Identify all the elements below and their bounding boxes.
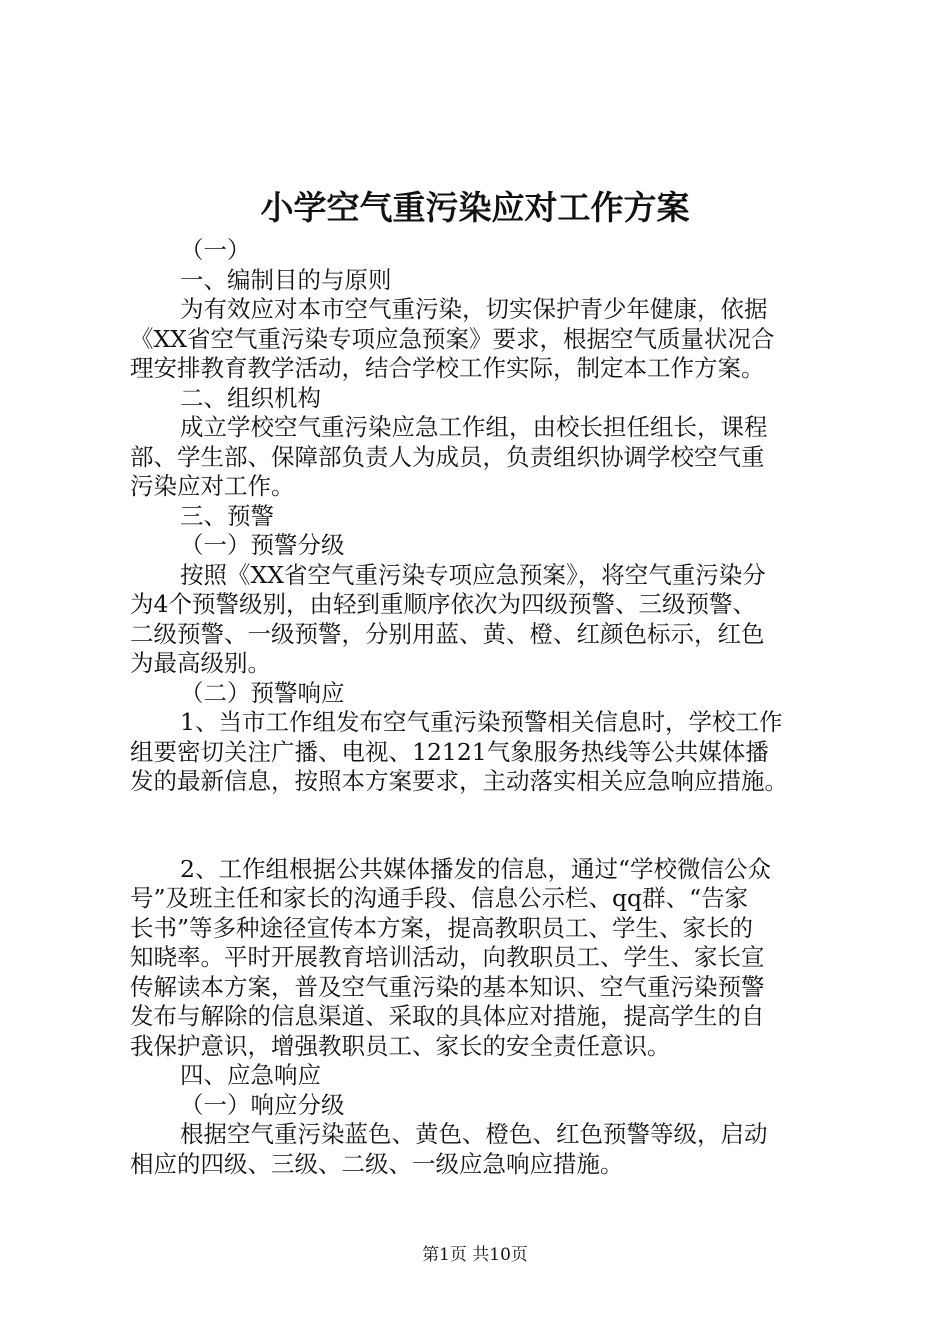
paragraph-line: 我保护意识，增强教职员工、家长的安全责任意识。 <box>130 1031 671 1060</box>
document-title: 小学空气重污染应对工作方案 <box>260 188 690 227</box>
paragraph-line: 长书”等多种途径宣传本方案，提高教职员工、学生、家长的 <box>130 913 754 942</box>
page-number: 第1页 共10页 <box>422 1245 528 1265</box>
subheading-warning-levels: （一）预警分级 <box>180 531 345 559</box>
paragraph-line: 为有效应对本市空气重污染，切实保护青少年健康，依据 <box>180 295 768 323</box>
paragraph-line: 部、学生部、保障部负责人为成员，负责组织协调学校空气重 <box>130 442 765 471</box>
paragraph-line: 为4个预警级别，由轻到重顺序依次为四级预警、三级预警、 <box>130 590 756 618</box>
paragraph-line: 根据空气重污染蓝色、黄色、橙色、红色预警等级，启动 <box>180 1120 768 1148</box>
paragraph-line: 成立学校空气重污染应急工作组，由校长担任组长，课程 <box>180 413 768 441</box>
paragraph-line: 二级预警、一级预警，分别用蓝、黄、橙、红颜色标示，红色 <box>130 619 765 648</box>
paragraph-line: 2、工作组根据公共媒体播发的信息，通过“学校微信公众 <box>180 854 771 883</box>
paragraph-line: 《XX省空气重污染专项应急预案》要求，根据空气质量状况合 <box>130 324 775 353</box>
paragraph-line: 污染应对工作。 <box>130 472 295 500</box>
subheading-response-levels: （一）响应分级 <box>180 1090 345 1119</box>
paragraph-line: 知晓率。平时开展教育培训活动，向教职员工、学生、家长宣 <box>130 943 765 971</box>
subheading-warning-response: （二）预警响应 <box>180 678 345 707</box>
paragraph-line: 为最高级别。 <box>130 649 271 677</box>
heading-organization: 二、组织机构 <box>180 383 321 412</box>
paragraph-line: 组要密切关注广播、电视、12121气象服务热线等公共媒体播 <box>130 737 769 766</box>
heading-purpose-principles: 一、编制目的与原则 <box>180 265 392 294</box>
document-body <box>130 236 832 1179</box>
heading-warning: 三、预警 <box>180 501 274 530</box>
paragraph-line: 发布与解除的信息渠道、采取的具体应对措施，提高学生的自 <box>130 1002 765 1030</box>
paragraph-line: 1、当市工作组发布空气重污染预警相关信息时，学校工作 <box>180 708 783 736</box>
paragraph-line: 理安排教育教学活动，结合学校工作实际，制定本工作方案。 <box>130 354 765 382</box>
section-marker: （一） <box>180 236 251 264</box>
paragraph-line: 相应的四级、三级、二级、一级应急响应措施。 <box>130 1149 624 1178</box>
paragraph-line: 发的最新信息，按照本方案要求，主动落实相关应急响应措施。 <box>130 767 788 795</box>
paragraph-line: 按照《XX省空气重污染专项应急预案》，将空气重污染分 <box>180 560 766 589</box>
paragraph-line: 号”及班主任和家长的沟通手段、信息公示栏、qq群、“告家 <box>130 884 749 912</box>
paragraph-spacer <box>130 797 832 855</box>
paragraph-line: 传解读本方案，普及空气重污染的基本知识、空气重污染预警 <box>130 972 765 1001</box>
heading-emergency-response: 四、应急响应 <box>180 1061 321 1089</box>
